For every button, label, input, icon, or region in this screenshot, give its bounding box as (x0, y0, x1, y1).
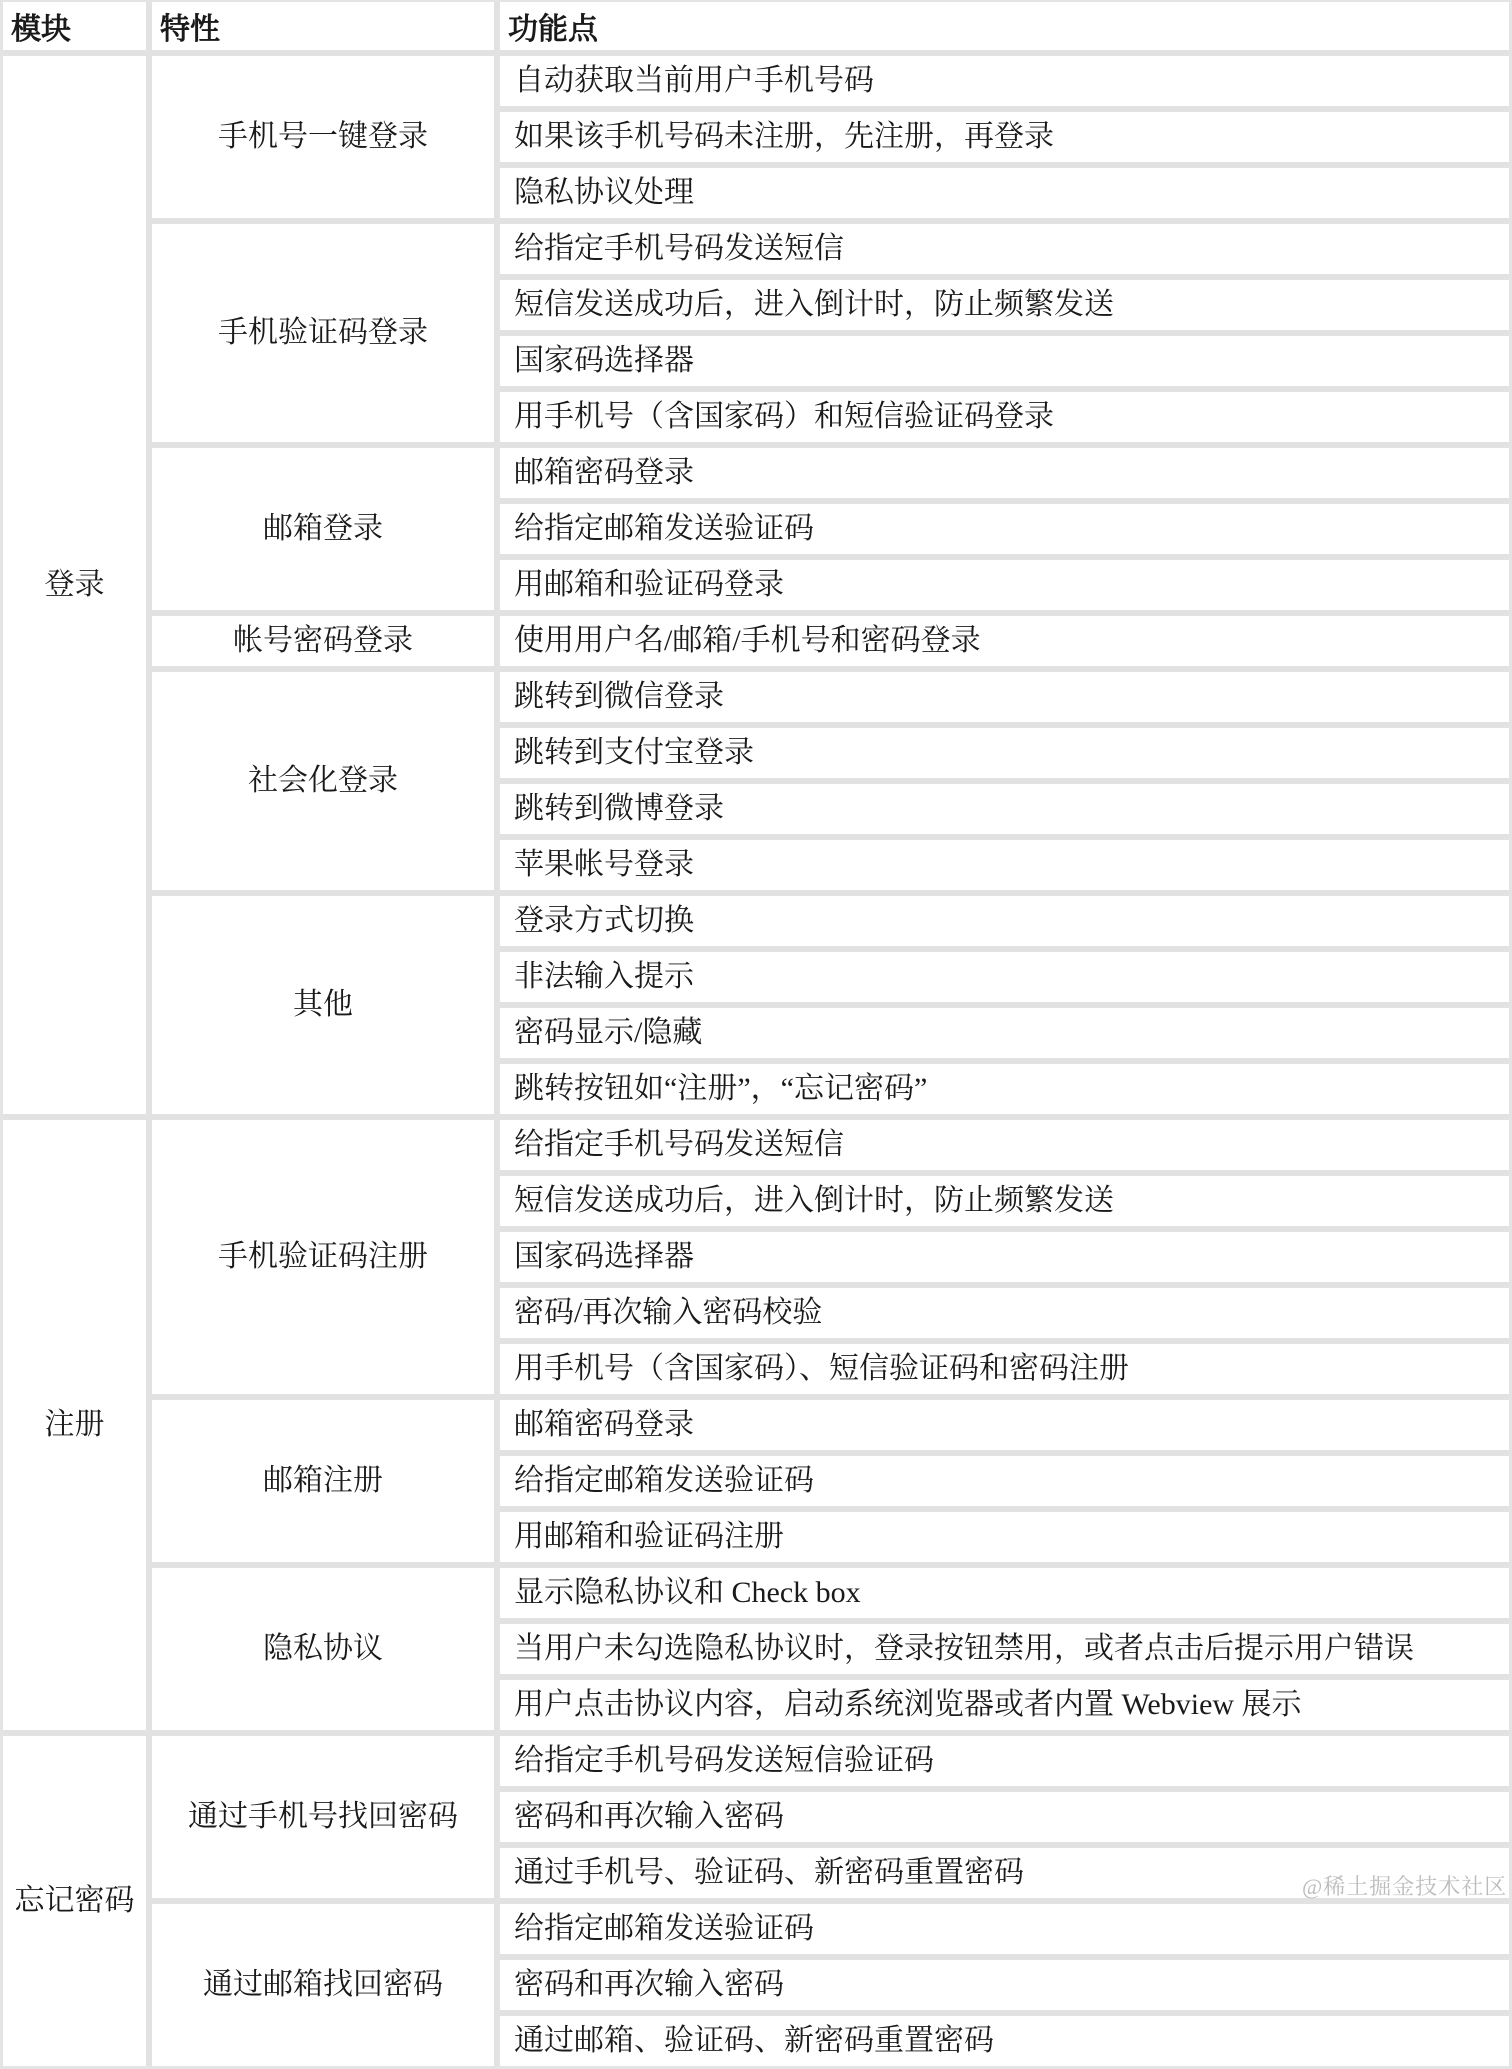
table-row (3, 613, 1509, 669)
point-cell: 当用户未勾选隐私协议时，登录按钮禁用，或者点击后提示用户错误 (497, 1621, 1509, 1677)
header-row (3, 2, 1509, 53)
module-cell: 忘记密码 (3, 1733, 149, 2066)
point-cell: 用邮箱和验证码注册 (497, 1509, 1509, 1565)
point-cell: 给指定手机号码发送短信验证码 (497, 1733, 1509, 1789)
module-cell: 登录 (3, 53, 149, 1117)
point-cell: 用手机号（含国家码）和短信验证码登录 (497, 389, 1509, 445)
point-cell: 国家码选择器 (497, 1229, 1509, 1285)
table-row (3, 1117, 1509, 1173)
point-cell: 邮箱密码登录 (497, 445, 1509, 501)
point-cell: 给指定邮箱发送验证码 (497, 501, 1509, 557)
table-row (3, 1397, 1509, 1453)
feature-cell: 邮箱登录 (149, 445, 497, 613)
point-cell: 国家码选择器 (497, 333, 1509, 389)
point-cell: 邮箱密码登录 (497, 1397, 1509, 1453)
feature-cell: 手机验证码登录 (149, 221, 497, 445)
point-cell: 用邮箱和验证码登录 (497, 557, 1509, 613)
table-row (3, 1901, 1509, 1957)
table-row (3, 669, 1509, 725)
point-cell: 给指定手机号码发送短信 (497, 221, 1509, 277)
feature-cell: 通过手机号找回密码 (149, 1733, 497, 1901)
table-row (3, 1565, 1509, 1621)
point-cell: 跳转到微信登录 (497, 669, 1509, 725)
feature-cell: 帐号密码登录 (149, 613, 497, 669)
point-cell: 短信发送成功后，进入倒计时，防止频繁发送 (497, 277, 1509, 333)
point-cell: 给指定邮箱发送验证码 (497, 1453, 1509, 1509)
column-header-module: 模块 (3, 2, 149, 53)
point-cell: 用手机号（含国家码）、短信验证码和密码注册 (497, 1341, 1509, 1397)
point-cell: 使用用户名/邮箱/手机号和密码登录 (497, 613, 1509, 669)
point-cell: 给指定邮箱发送验证码 (497, 1901, 1509, 1957)
point-cell: 通过手机号、验证码、新密码重置密码 (497, 1845, 1509, 1901)
feature-cell: 邮箱注册 (149, 1397, 497, 1565)
feature-table (3, 2, 1509, 2066)
point-cell: 非法输入提示 (497, 949, 1509, 1005)
point-cell: 自动获取当前用户手机号码 (497, 53, 1509, 109)
point-cell: 显示隐私协议和 Check box (497, 1565, 1509, 1621)
point-cell: 跳转到微博登录 (497, 781, 1509, 837)
feature-cell: 通过邮箱找回密码 (149, 1901, 497, 2066)
point-cell: 密码显示/隐藏 (497, 1005, 1509, 1061)
table-row (3, 221, 1509, 277)
point-cell: 密码和再次输入密码 (497, 1957, 1509, 2013)
column-header-point: 功能点 (497, 2, 1509, 53)
point-cell: 跳转按钮如“注册”，“忘记密码” (497, 1061, 1509, 1117)
table-row (3, 893, 1509, 949)
point-cell: 密码和再次输入密码 (497, 1789, 1509, 1845)
table-body (3, 53, 1509, 2066)
point-cell: 密码/再次输入密码校验 (497, 1285, 1509, 1341)
point-cell: 隐私协议处理 (497, 165, 1509, 221)
watermark: @稀土掘金技术社区 (1302, 1874, 1508, 1899)
table-row (3, 445, 1509, 501)
feature-cell: 社会化登录 (149, 669, 497, 893)
feature-cell: 手机验证码注册 (149, 1117, 497, 1397)
point-cell: 跳转到支付宝登录 (497, 725, 1509, 781)
point-cell: 短信发送成功后，进入倒计时，防止频繁发送 (497, 1173, 1509, 1229)
feature-cell: 其他 (149, 893, 497, 1117)
point-cell: 用户点击协议内容，启动系统浏览器或者内置 Webview 展示 (497, 1677, 1509, 1733)
point-cell: 给指定手机号码发送短信 (497, 1117, 1509, 1173)
point-cell: 通过邮箱、验证码、新密码重置密码 (497, 2013, 1509, 2066)
feature-cell: 隐私协议 (149, 1565, 497, 1733)
column-header-feature: 特性 (149, 2, 497, 53)
table-row (3, 53, 1509, 109)
table-row (3, 1733, 1509, 1789)
point-cell: 登录方式切换 (497, 893, 1509, 949)
point-cell: 苹果帐号登录 (497, 837, 1509, 893)
module-cell: 注册 (3, 1117, 149, 1733)
point-cell: 如果该手机号码未注册，先注册，再登录 (497, 109, 1509, 165)
feature-cell: 手机号一键登录 (149, 53, 497, 221)
